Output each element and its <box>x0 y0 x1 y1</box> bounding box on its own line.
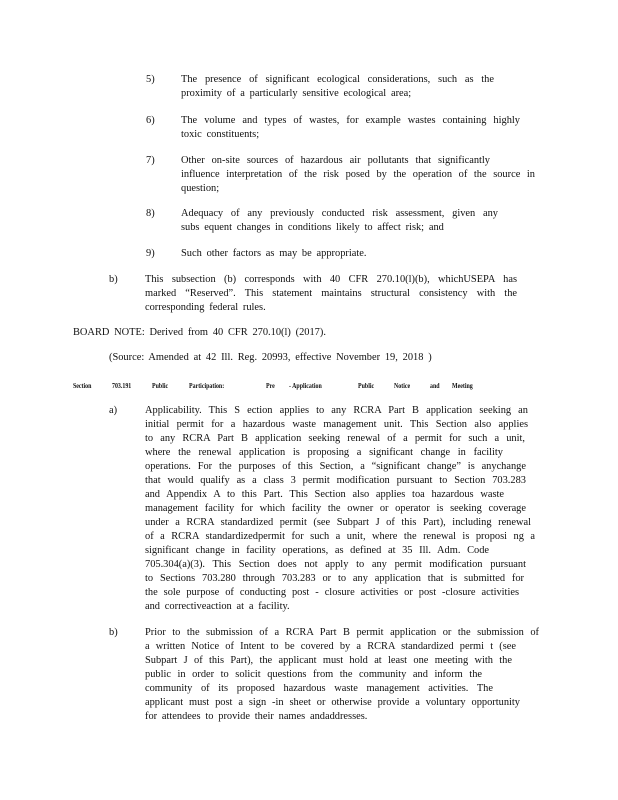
item-text-line: question; <box>181 183 220 194</box>
section-title-word: Notice <box>394 381 411 390</box>
section-title-word: Participation: <box>189 381 225 390</box>
section-label: Section <box>73 381 92 390</box>
item-number: 6) <box>146 115 155 126</box>
paragraph-line: initial permit for a hazardous waste management unit. This Section also applies <box>145 419 528 430</box>
section-title-word: - Application <box>289 381 322 390</box>
paragraph-label: b) <box>109 627 118 638</box>
section-title-word: Public <box>358 381 375 390</box>
item-text-line: The volume and types of wastes, for example wastes containing highly <box>181 115 520 126</box>
paragraph-line: operations. For the purposes of this Section, a “significant change” is anychange <box>145 461 526 472</box>
board-note: BOARD NOTE: Derived from 40 CFR 270.10(l) (2017). <box>73 327 326 338</box>
paragraph-line: public in order to solicit questions from the community and inform the <box>145 669 482 680</box>
item-number: 9) <box>146 248 155 259</box>
item-text-line: Such other factors as may be appropriate. <box>181 248 367 259</box>
paragraph-line: Subpart J of this Part), the applicant must hold at least one meeting with the <box>145 655 512 666</box>
item-number: 8) <box>146 208 155 219</box>
item-text-line: subs equent changes in conditions likely to affect risk; and <box>181 222 444 233</box>
paragraph-line: a written Notice of Intent to be covered by a RCRA standardized permi t (see <box>145 641 516 652</box>
source-note: (Source: Amended at 42 Ill. Reg. 20993, effective November 19, 2018 ) <box>109 352 432 363</box>
paragraph-line: the sole purpose of conducting post - closure activities or post -closure activities <box>145 587 519 598</box>
section-title-word: Public <box>152 381 169 390</box>
subsection-text-line: corresponding federal rules. <box>145 302 266 313</box>
paragraph-line: Prior to the submission of a RCRA Part B permit application or the submission of <box>145 627 539 638</box>
paragraph-line: and correctiveaction at a facility. <box>145 601 290 612</box>
paragraph-line: of a RCRA standardizedpermit for such a unit, where the renewal is proposi ng a <box>145 531 535 542</box>
item-text-line: influence interpretation of the risk posed by the operation of the source in <box>181 169 535 180</box>
item-text-line: Adequacy of any previously conducted risk assessment, given any <box>181 208 498 219</box>
paragraph-line: where the renewal application is proposing a significant change in facility <box>145 447 503 458</box>
subsection-text-line: This subsection (b) corresponds with 40 CFR 270.10(l)(b), whichUSEPA has <box>145 274 517 285</box>
paragraph-line: significant change in facility operations, as defined at 35 Ill. Adm. Code <box>145 545 489 556</box>
paragraph-line: Applicability. This S ection applies to any RCRA Part B application seeking an <box>145 405 528 416</box>
paragraph-line: and Appendix A to this Part. This Section also applies toa hazardous waste <box>145 489 504 500</box>
item-number: 7) <box>146 155 155 166</box>
paragraph-line: to Sections 703.280 through 703.283 or to any application that is submitted for <box>145 573 524 584</box>
paragraph-line: for attendees to provide their names andaddresses. <box>145 711 368 722</box>
paragraph-line: that would qualify as a class 3 permit modification pursuant to Section 703.283 <box>145 475 526 486</box>
paragraph-line: under a RCRA standardized permit (see Subpart J of this Part), including renewal <box>145 517 531 528</box>
paragraph-label: a) <box>109 405 118 416</box>
paragraph-line: community of its proposed hazardous waste management activities. The <box>145 683 493 694</box>
section-number: 703.191 <box>112 381 132 390</box>
paragraph-line: applicant must post a sign -in sheet or otherwise provide a voluntary opportunity <box>145 697 520 708</box>
paragraph-line: to any RCRA Part B application seeking renewal of a permit for such a unit, <box>145 433 525 444</box>
item-number: 5) <box>146 74 155 85</box>
paragraph-line: management facility for which facility the owner or operator is seeking coverage <box>145 503 526 514</box>
subsection-text-line: marked “Reserved”. This statement maintains structural consistency with the <box>145 288 517 299</box>
section-title-word: Pre <box>266 381 275 390</box>
paragraph-line: 705.304(a)(3). This Section does not apply to any permit modification pursuant <box>145 559 526 570</box>
subsection-label: b) <box>109 274 118 285</box>
section-title-word: and <box>430 381 440 390</box>
item-text-line: proximity of a particularly sensitive ecological area; <box>181 88 412 99</box>
section-title-word: Meeting <box>452 381 473 390</box>
item-text-line: Other on-site sources of hazardous air pollutants that significantly <box>181 155 490 166</box>
item-text-line: toxic constituents; <box>181 129 260 140</box>
item-text-line: The presence of significant ecological considerations, such as the <box>181 74 494 85</box>
